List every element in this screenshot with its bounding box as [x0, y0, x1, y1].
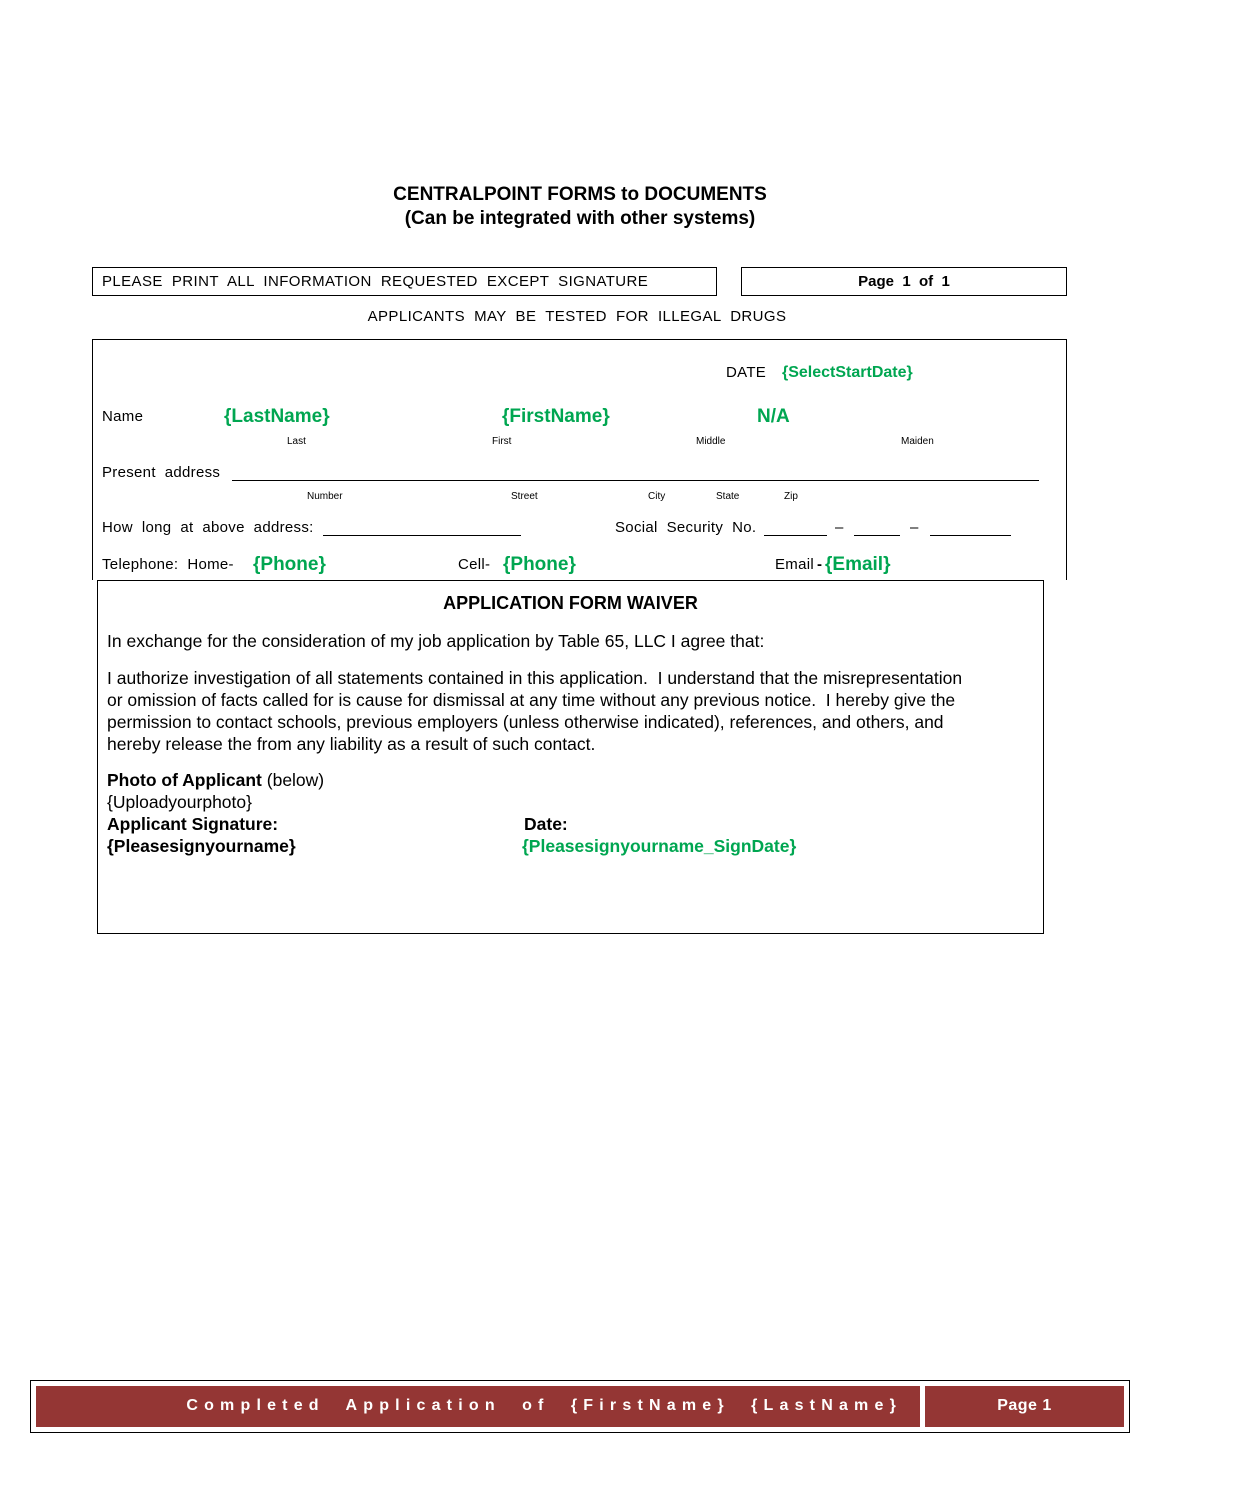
ssn-part2-field[interactable]: [854, 535, 900, 536]
sign-date-label: Date:: [524, 814, 568, 834]
footer-page-bar: [925, 1386, 1124, 1427]
applicant-info-section: [92, 339, 1067, 580]
document-title: CENTRALPOINT FORMS to DOCUMENTS: [393, 184, 767, 205]
street-sublabel: Street: [511, 491, 538, 502]
ssn-label: Social Security No.: [615, 519, 757, 536]
signature-label: Applicant Signature:: [107, 814, 279, 834]
how-long-field[interactable]: [323, 535, 521, 536]
waiver-body-line: I authorize investigation of all statements contained in this application. I understand that the misrepresentation: [107, 668, 963, 688]
waiver-body-line: or omission of facts called for is cause for dismissal at any time without any previous notice. I hereby give the: [107, 690, 956, 710]
middle-name-field[interactable]: N/A: [757, 406, 790, 427]
email-field[interactable]: {Email}: [825, 554, 891, 575]
document-subtitle: (Can be integrated with other systems): [404, 208, 756, 229]
last-sublabel: Last: [287, 436, 306, 447]
signature-field[interactable]: {Pleasesignyourname}: [107, 836, 296, 856]
telephone-home-label: Telephone: Home-: [102, 556, 234, 573]
footer-completed-text: Completed Application of {FirstName} {LastName}: [186, 1397, 902, 1414]
footer-page-number: Page 1: [997, 1397, 1052, 1414]
start-date-field[interactable]: {SelectStartDate}: [782, 364, 913, 381]
maiden-sublabel: Maiden: [901, 436, 934, 447]
address-label: Present address: [102, 464, 221, 481]
print-instruction-box: [92, 267, 717, 296]
email-dash: -: [817, 556, 823, 573]
print-instruction-text: PLEASE PRINT ALL INFORMATION REQUESTED EXCEPT SIGNATURE: [102, 273, 649, 290]
first-sublabel: First: [492, 436, 512, 447]
waiver-heading: APPLICATION FORM WAIVER: [443, 593, 698, 613]
ssn-part3-field[interactable]: [930, 535, 1011, 536]
waiver-intro: In exchange for the consideration of my job application by Table 65, LLC I agree that:: [107, 631, 765, 651]
page-indicator-box: [741, 267, 1067, 296]
ssn-part1-field[interactable]: [764, 535, 827, 536]
last-name-field[interactable]: {LastName}: [224, 406, 330, 427]
number-sublabel: Number: [307, 491, 343, 502]
page-indicator: Page 1 of 1: [858, 273, 950, 290]
photo-label: Photo of Applicant: [107, 770, 262, 790]
ssn-dash-1: –: [835, 519, 844, 536]
zip-sublabel: Zip: [784, 491, 798, 502]
sign-date-field[interactable]: {Pleasesignyourname_SignDate}: [522, 836, 797, 856]
first-name-field[interactable]: {FirstName}: [502, 406, 610, 427]
middle-sublabel: Middle: [696, 436, 726, 447]
name-label: Name: [102, 408, 144, 425]
waiver-body-line: permission to contact schools, previous employers (unless otherwise indicated), references, and others, and: [107, 712, 944, 732]
photo-label-line: [107, 769, 324, 791]
waiver-body-line: hereby release the from any liability as a result of such contact.: [107, 734, 596, 754]
state-sublabel: State: [716, 491, 740, 502]
drug-test-notice: APPLICANTS MAY BE TESTED FOR ILLEGAL DRUGS: [367, 308, 787, 325]
home-phone-field[interactable]: {Phone}: [253, 554, 326, 575]
cell-phone-field[interactable]: {Phone}: [503, 554, 576, 575]
cell-label: Cell-: [458, 556, 491, 573]
city-sublabel: City: [648, 491, 666, 502]
date-label: DATE: [726, 364, 767, 381]
ssn-dash-2: –: [910, 519, 919, 536]
how-long-label: How long at above address:: [102, 519, 314, 536]
address-field[interactable]: [232, 480, 1039, 481]
footer-completed-bar: [36, 1386, 920, 1427]
photo-note: (below): [261, 770, 325, 790]
email-label: Email: [775, 556, 815, 573]
photo-upload-field[interactable]: {Uploadyourphoto}: [107, 792, 252, 812]
